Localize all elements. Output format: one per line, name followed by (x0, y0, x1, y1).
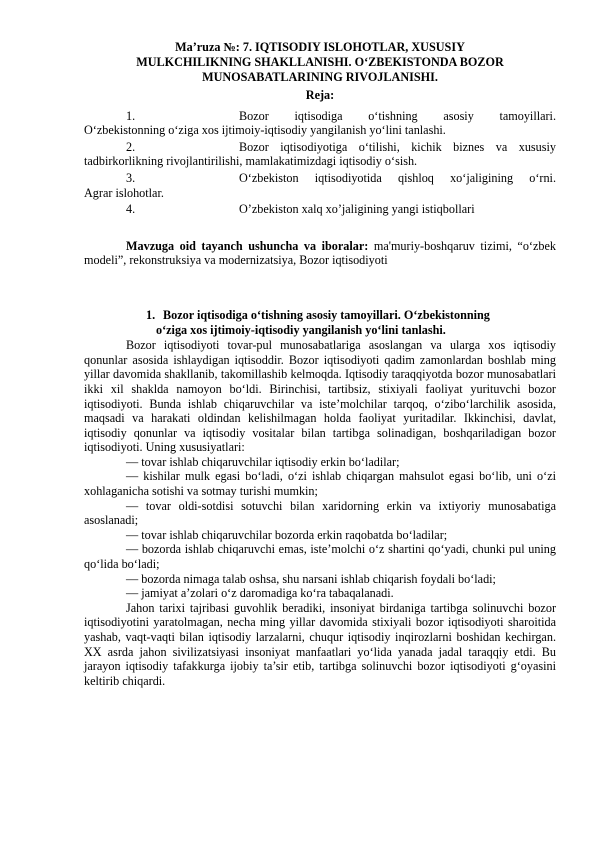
plan-item-text-cont: O‘zbekistonning o‘ziga xos ijtimoiy-iqtisodiy yangilanish yo‘lini tanlashi. (84, 123, 446, 138)
plan-list (84, 109, 556, 217)
list-item: — tovar ishlab chiqaruvchilar iqtisodiy erkin bo‘ladilar; (126, 454, 400, 469)
document-page (84, 40, 556, 688)
plan-item-number: 3. (126, 170, 136, 185)
title-line-2: MULKCHILIKNING SHAKLLANISHI. O‘ZBEKISTONDA BOZOR (136, 55, 504, 69)
plan-item-text: Bozor iqtisodiga o‘tishning asosiy tamoyillari. (239, 108, 556, 123)
section-number: 1. (146, 307, 156, 322)
plan-item-text: Bozor iqtisodiyotiga o‘tilishi, kichik biznes va xususiy (239, 139, 556, 154)
plan-item-3 (84, 171, 556, 200)
body-paragraph-2: Jahon tarixi tajribasi guvohlik beradiki, insoniyat birdaniga tartibga solinuvchi bozor iqtisodiyotini yaratolmagan, necha ming yillar davomida stixiyali bozor iqtisodiyoti sharoitida yashab, vaqt-vaqti bilan iqtisodiy larzalarni, chuqur iqtisodiy inqirozlarni boshidan kechirgan. XX asrda jahon sivilizatsiyasi insoniyat manfaatlari yo‘lida yanada jadal taraqqiy etdi. Bu jarayon iqtisodiy tafakkurga ijobiy ta’sir etib, tartibga solinuvchi bozor iqtisodiyoti g‘oyasini keltirib chiqardi. (84, 600, 556, 688)
keywords-label: Mavzuga oid tayanch ushuncha va iboralar: (126, 238, 369, 253)
keywords-paragraph (84, 239, 556, 268)
plan-item-2 (84, 140, 556, 169)
plan-item-number: 1. (126, 108, 136, 123)
list-item: — tovar ishlab chiqaruvchilar bozorda erkin raqobatda bo‘ladilar; (126, 527, 448, 542)
plan-heading: Reja: (305, 88, 335, 102)
plan-item-text: O’zbekiston xalq xo’jaligining yangi istiqbollari (239, 202, 475, 217)
title-line-1: Ma’ruza №: 7. IQTISODIY ISLOHOTLAR, XUSUSIY (175, 40, 465, 54)
plan-item-text-cont: Agrar islohotlar. (84, 185, 164, 200)
section-title-line-1: Bozor iqtisodiga o‘tishning asosiy tamoyillari. O‘zbekistonning (163, 307, 490, 322)
list-item: — bozorda ishlab chiqaruvchi emas, iste’molchi o‘z shartini qo‘yadi, chunki pul uning qo‘lida bo‘ladi; (84, 542, 556, 572)
plan-item-text-cont: tadbirkorlikning rivojlantirilishi, mamlakatimizdagi iqtisodiy o‘sish. (84, 154, 418, 169)
plan-item-number: 2. (126, 139, 136, 154)
list-item: — bozorda nimaga talab oshsa, shu narsani ishlab chiqarish foydali bo‘ladi; (126, 571, 496, 586)
list-item: — kishilar mulk egasi bo‘ladi, o‘zi ishlab chiqargan mahsulot egasi bo‘lib, uni o‘zi xohlaganicha sotishi va sotmay turishi mumkin; (84, 469, 556, 499)
list-item: — jamiyat a’zolari o‘z daromadiga ko‘ra tabaqalanadi. (126, 586, 394, 601)
plan-item-1 (84, 109, 556, 138)
section-title-line-2: o‘ziga xos ijtimoiy-iqtisodiy yangilanish yo‘lini tanlashi. (156, 322, 446, 337)
body-paragraph-1: Bozor iqtisodiyoti tovar-pul munosabatlariga asoslangan va ularga xos iqtisodiy qonunlar asosida ishlaydigan iqtisoddir. Bozor iqtisodiyoti qadim zamonlardan boshlab ming yillar davomida shakllanib, takomillashib kelmoqda. Iqtisodiy taraqqiyotda bozor munosabatlari ikki xil shaklda namoyon bo‘ldi. Birinchisi, tartibsiz, stixiyali faoliyat yurituvchi bozor iqtisodiyoti. Bunda ishlab chiqaruvchilar va iste’molchilar tarqoq, o‘zibo‘larchilik asosida, maqsadi va harakati oldindan kelishilmagan holda faoliyat yuritadilar. Ikkinchisi, davlat, iqtisodiy qonunlar va iqtisodiy vositalar bilan tartibga solinadigan, boshqariladigan bozor iqtisodiyoti. Uning xususiyatlari: (84, 338, 556, 455)
plan-item-4 (84, 202, 556, 217)
plan-item-number: 4. (126, 202, 136, 217)
keywords-text: ma'muriy-boshqaruv tizimi, “o‘zbek modeli”, rekonstruksiya va modernizatsiya, Bozor iqtisodiyoti (84, 238, 556, 268)
plan-item-text: O‘zbekiston iqtisodiyotida qishloq xo‘jaligining o‘rni. (239, 170, 556, 185)
section-1-heading (84, 308, 556, 337)
title-line-3: MUNOSABATLARINING RIVOJLANISHI. (202, 70, 438, 84)
list-item: — tovar oldi-sotdisi sotuvchi bilan xaridorning erkin va ixtiyoriy munosabatiga asoslanadi; (84, 498, 556, 528)
lecture-title (84, 40, 556, 85)
